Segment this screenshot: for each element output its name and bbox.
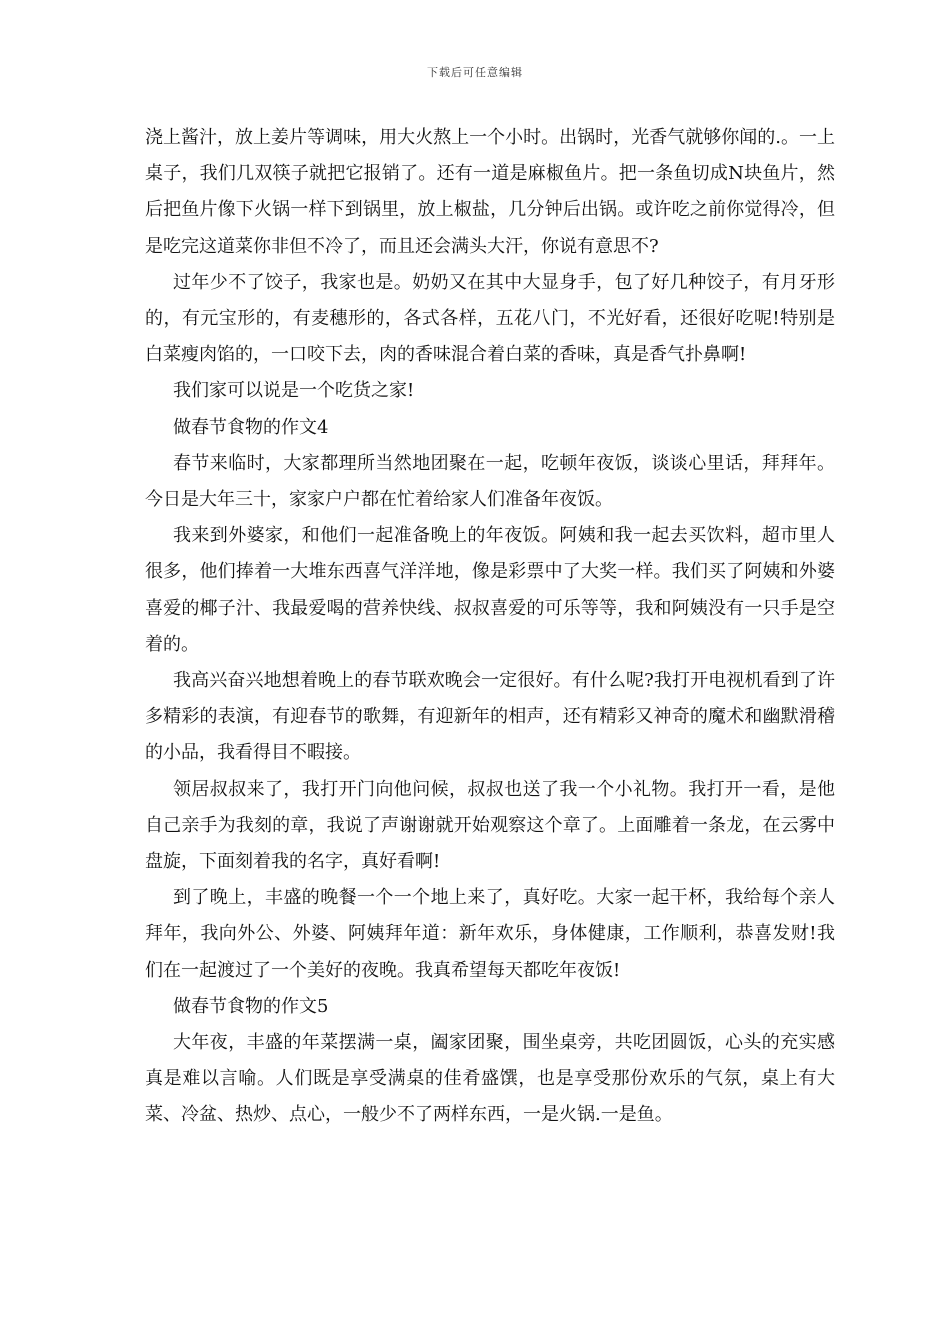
paragraph-5: 春节来临时，大家都理所当然地团聚在一起，吃顿年夜饭，谈谈心里话，拜拜年。今日是大年三十，家家户户都在忙着给家人们准备年夜饭。: [145, 452, 835, 511]
paragraph-9: 到了晚上，丰盛的晚餐一个一个地上来了，真好吃。大家一起干杯，我给每个亲人拜年，我向外公、外婆、阿姨拜年道：新年欢乐，身体健康，工作顺利，恭喜发财!我们在一起渡过了一个美好的夜晚。我真希望每天都吃年夜饭!: [145, 887, 835, 981]
paragraph-6: 我来到外婆家，和他们一起准备晚上的年夜饭。阿姨和我一起去买饮料，超市里人很多，他们捧着一大堆东西喜气洋洋地，像是彩票中了大奖一样。我们买了阿姨和外婆喜爱的椰子汁、我最爱喝的营养快线、叔叔喜爱的可乐等等，我和阿姨没有一只手是空着的。: [145, 525, 835, 655]
paragraph-2: 过年少不了饺子，我家也是。奶奶又在其中大显身手，包了好几种饺子，有月牙形的，有元宝形的，有麦穗形的，各式各样，五花八门，不光好看，还很好吃呢!特别是白菜瘦肉馅的，一口咬下去，肉的香味混合着白菜的香味，真是香气扑鼻啊!: [145, 271, 835, 366]
paragraph-7: 我高兴奋兴地想着晚上的春节联欢晚会一定很好。有什么呢?我打开电视机看到了许多精彩的表演，有迎春节的歌舞，有迎新年的相声，还有精彩又神奇的魔术和幽默滑稽的小品，我看得目不暇接。: [145, 670, 835, 764]
section-heading-5: 做春节食物的作文5: [173, 995, 329, 1017]
paragraph-3: 我们家可以说是一个吃货之家!: [173, 380, 415, 402]
paragraph-11: 大年夜，丰盛的年菜摆满一桌，阖家团聚，围坐桌旁，共吃团圆饭，心头的充实感真是难以言喻。人们既是享受满桌的佳肴盛馔，也是享受那份欢乐的气氛，桌上有大菜、冷盆、热炒、点心，一般少不了两样东西，一是火锅.一是鱼。: [145, 1032, 835, 1126]
document-body: [145, 120, 835, 1134]
section-heading-4: 做春节食物的作文4: [173, 416, 329, 438]
paragraph-8: 领居叔叔来了，我打开门向他问候，叔叔也送了我一个小礼物。我打开一看，是他自己亲手为我刻的章，我说了声谢谢就开始观察这个章了。上面雕着一条龙，在云雾中盘旋，下面刻着我的名字，真好看啊!: [145, 778, 835, 873]
page-header: 下载后可任意编辑: [427, 66, 523, 79]
paragraph-1: 浇上酱汁，放上姜片等调味，用大火熬上一个小时。出锅时，光香气就够你闻的.。一上桌子，我们几双筷子就把它报销了。还有一道是麻椒鱼片。把一条鱼切成N块鱼片，然后把鱼片像下火锅一样下到锅里，放上椒盐，几分钟后出锅。或许吃之前你觉得冷，但是吃完这道菜你非但不冷了，而且还会满头大汗，你说有意思不?: [145, 127, 835, 257]
